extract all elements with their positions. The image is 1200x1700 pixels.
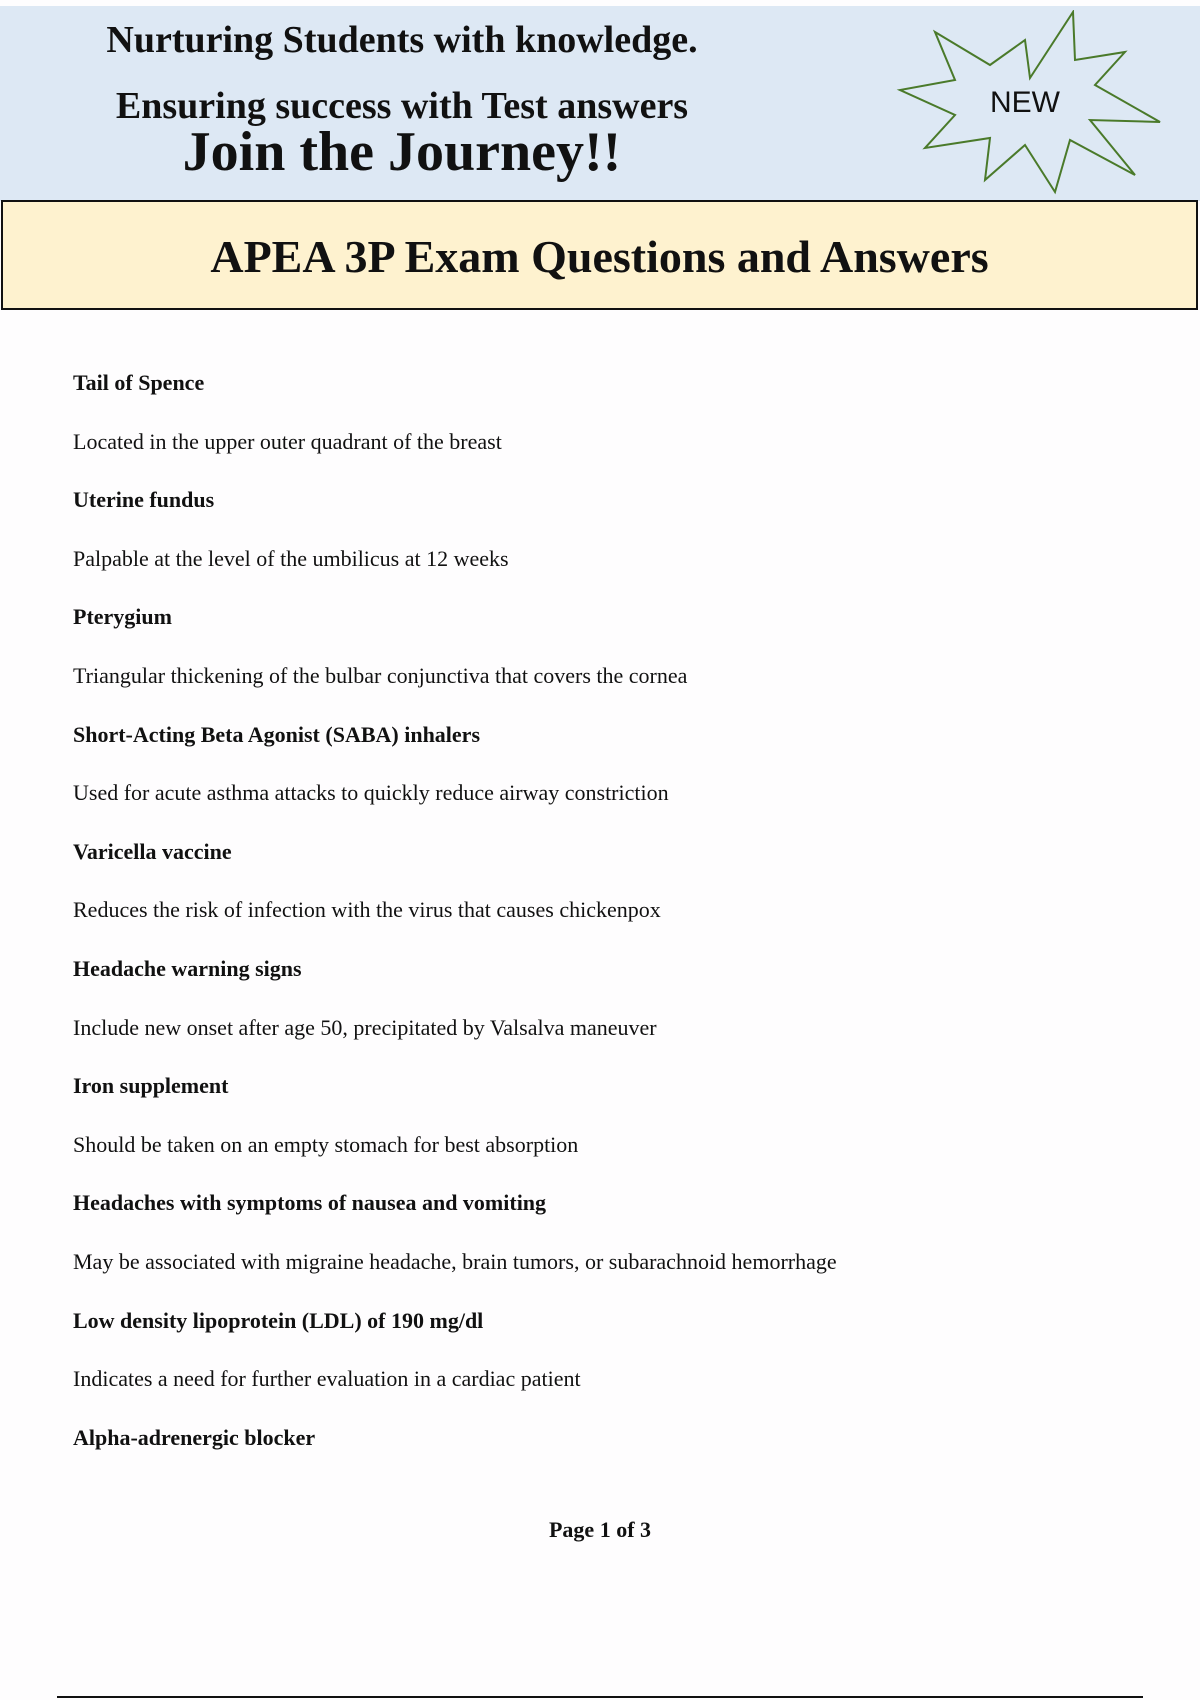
new-badge-label: NEW xyxy=(990,86,1060,119)
question-term: Tail of Spence xyxy=(73,370,205,395)
banner-tagline-1: Nurturing Students with knowledge. xyxy=(106,19,698,61)
page-number: Page 1 of 3 xyxy=(548,1517,652,1542)
question-term: Alpha-adrenergic blocker xyxy=(73,1424,316,1450)
question-term: Iron supplement xyxy=(73,1073,229,1099)
answer-text: Should be taken on an empty stomach for best absorption xyxy=(73,1131,579,1157)
banner-tagline-3: Join the Journey!! xyxy=(182,121,622,183)
answer-text: Reduces the risk of infection with the virus that causes chickenpox xyxy=(73,897,661,923)
answer-text: Include new onset after age 50, precipitated by Valsalva maneuver xyxy=(73,1014,657,1040)
banner-tagline-2: Ensuring success with Test answers xyxy=(115,85,689,127)
answer-text: Indicates a need for further evaluation in a cardiac patient xyxy=(73,1366,581,1392)
answer-text: Located in the upper outer quadrant of the breast xyxy=(73,428,502,454)
document-title: APEA 3P Exam Questions and Answers xyxy=(210,231,989,282)
question-term: Uterine fundus xyxy=(73,487,215,513)
footer-rule xyxy=(57,1696,1143,1698)
question-term: Varicella vaccine xyxy=(73,838,232,864)
question-term: Low density lipoprotein (LDL) of 190 mg/dl xyxy=(73,1307,484,1333)
question-term: Short-Acting Beta Agonist (SABA) inhalers xyxy=(73,721,481,747)
answer-text: May be associated with migraine headache, brain tumors, or subarachnoid hemorrhage xyxy=(73,1249,837,1274)
question-term: Headaches with symptoms of nausea and vomiting xyxy=(73,1190,547,1216)
answer-text: Used for acute asthma attacks to quickly reduce airway constriction xyxy=(73,780,669,806)
answer-text: Triangular thickening of the bulbar conjunctiva that covers the cornea xyxy=(73,663,688,688)
question-term: Headache warning signs xyxy=(73,956,302,981)
document-title-box xyxy=(1,200,1198,310)
question-term: Pterygium xyxy=(73,604,172,630)
answer-text: Palpable at the level of the umbilicus at 12 weeks xyxy=(73,545,509,571)
